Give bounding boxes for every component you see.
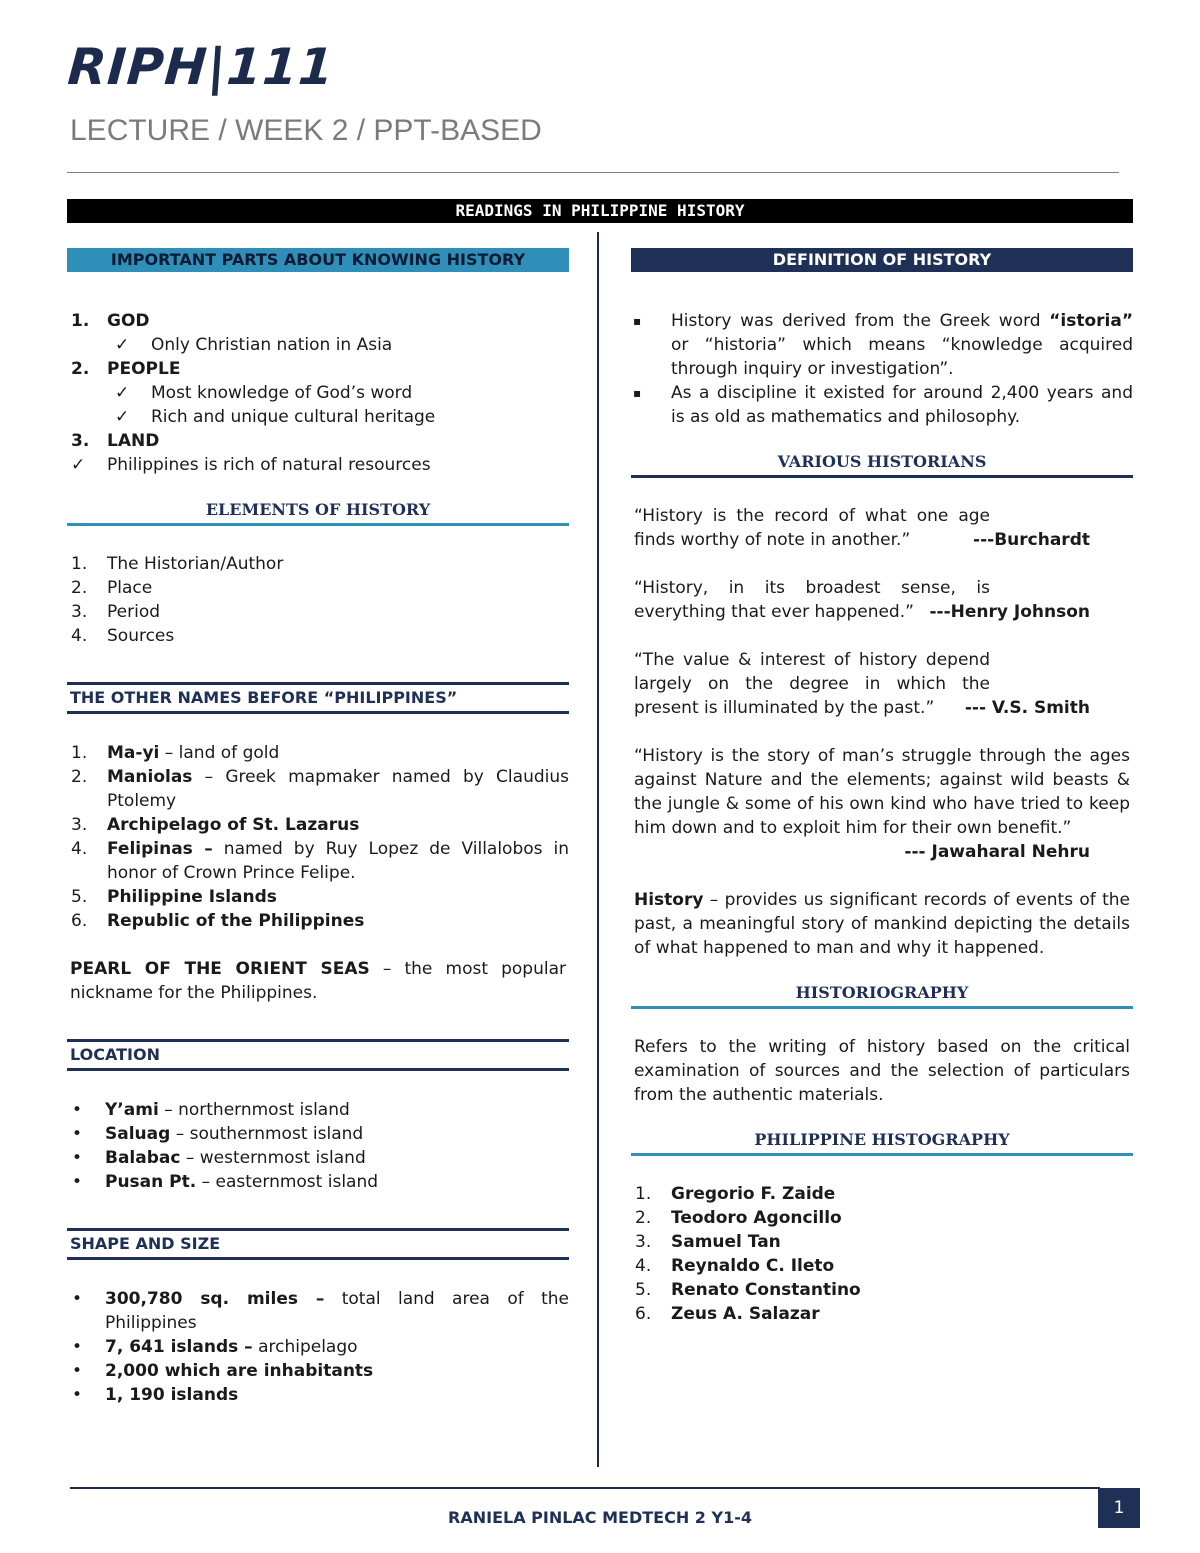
list-item: 4. Sources — [71, 626, 175, 646]
list-item: • 2,000 which are inhabitants — [72, 1361, 374, 1381]
definition-list — [631, 309, 1133, 429]
list-item: • 300,780 sq. miles – total land area of the Philippines — [72, 1289, 569, 1333]
section-heading-historiography: HISTORIOGRAPHY — [631, 982, 1133, 1009]
footer-author: RANIELA PINLAC MEDTECH 2 Y1-4 — [448, 1508, 752, 1527]
check-icon: ✓ — [115, 407, 130, 427]
section-heading-definition: DEFINITION OF HISTORY — [631, 248, 1133, 272]
section-heading-historians: VARIOUS HISTORIANS — [631, 451, 1133, 478]
list-item: 1. Gregorio F. Zaide — [635, 1184, 836, 1204]
list-item: 1. Ma-yi – land of gold — [71, 743, 280, 763]
bullet-icon: • — [72, 1385, 83, 1405]
list-item: 4. Felipinas – named by Ruy Lopez de Villalobos in honor of Crown Prince Felipe. — [71, 839, 570, 883]
list-item: 3. Archipelago of St. Lazarus — [71, 815, 360, 835]
list-item: 6. Zeus A. Salazar — [635, 1304, 820, 1324]
bullet-icon: • — [72, 1172, 83, 1192]
check-icon: ✓ — [71, 455, 86, 475]
list-item: 6. Republic of the Philippines — [71, 911, 365, 931]
left-column — [67, 248, 569, 1407]
check-icon: ✓ — [115, 335, 130, 355]
course-code: RIPH|111 — [65, 38, 337, 96]
square-bullet-icon: ▪ — [633, 314, 642, 328]
list-item: 2. Place — [71, 578, 153, 598]
footer-divider — [70, 1487, 1100, 1489]
list-item: 1. GOD ✓ Only Christian nation in Asia — [67, 309, 569, 357]
list-item: • 7, 641 islands – archipelago — [72, 1337, 358, 1357]
bullet-icon: • — [72, 1100, 83, 1120]
list-item: • Balabac – westernmost island — [72, 1148, 366, 1168]
section-heading-other-names: THE OTHER NAMES BEFORE “PHILIPPINES” — [67, 682, 569, 714]
list-item: 2. PEOPLE ✓ Most knowledge of God’s word ✓ Rich and unique cultural heritage — [67, 357, 569, 429]
list-item: 5. Renato Constantino — [635, 1280, 861, 1300]
list-item: 3. Samuel Tan — [635, 1232, 781, 1252]
list-item: ✓ Most knowledge of God’s word — [115, 383, 413, 403]
quote-text: “History, in its broadest sense, is everything that ever happened.” — [634, 578, 990, 622]
quote-author: ---Henry Johnson — [929, 602, 1090, 622]
list-item: ▪ As a discipline it existed for around 2,400 years and is as old as mathematics and philosophy. — [633, 383, 1133, 427]
historians-list — [631, 1182, 1133, 1326]
location-list — [67, 1098, 569, 1194]
list-item: • 1, 190 islands — [72, 1385, 239, 1405]
list-item: ✓ Philippines is rich of natural resources — [71, 455, 431, 475]
quote-text: “History is the story of man’s struggle through the ages against Nature and the elements; against wild beasts & the jungle & some of his own kind who have tried to keep him down and to exploit him for their own benefit.” — [634, 746, 1130, 838]
list-item: ✓ Rich and unique cultural heritage — [115, 407, 436, 427]
right-column — [631, 248, 1133, 1326]
page-number: 1 — [1098, 1488, 1140, 1528]
bullet-icon: • — [72, 1289, 83, 1309]
important-parts-list — [67, 309, 569, 477]
quote-text: “History is the record of what one age finds worthy of note in another.” — [634, 506, 990, 550]
section-heading-shape-size: SHAPE AND SIZE — [67, 1228, 569, 1260]
list-item: ✓ Only Christian nation in Asia — [115, 335, 393, 355]
quote-author: --- Jawaharal Nehru — [904, 842, 1090, 862]
list-item: 3. Period — [71, 602, 161, 622]
column-divider — [597, 232, 599, 1467]
quote-text: “The value & interest of history depend largely on the degree in which the present is illuminated by the past.” — [634, 650, 990, 718]
list-item: ▪ History was derived from the Greek word “istoria” or “historia” which means “knowledge acquired through inquiry or investigation”. — [633, 311, 1133, 379]
bullet-icon: • — [72, 1148, 83, 1168]
lecture-subtitle: LECTURE / WEEK 2 / PPT-BASED — [70, 114, 542, 147]
section-heading-important-parts: IMPORTANT PARTS ABOUT KNOWING HISTORY — [67, 248, 569, 272]
elements-list — [67, 552, 569, 648]
bullet-icon: • — [72, 1124, 83, 1144]
list-item: 2. Teodoro Agoncillo — [635, 1208, 842, 1228]
list-item: 4. Reynaldo C. Ileto — [635, 1256, 835, 1276]
historiography-paragraph: Refers to the writing of history based on the critical examination of sources and the selection of particulars from the authentic materials. — [634, 1037, 1130, 1105]
check-icon: ✓ — [115, 383, 130, 403]
list-item: 5. Philippine Islands — [71, 887, 277, 907]
pearl-nickname-paragraph: PEARL OF THE ORIENT SEAS – the most popular nickname for the Philippines. — [70, 959, 566, 1003]
list-item: • Pusan Pt. – easternmost island — [72, 1172, 379, 1192]
section-heading-location: LOCATION — [67, 1039, 569, 1071]
list-item: 1. The Historian/Author — [71, 554, 284, 574]
shape-size-list — [67, 1287, 569, 1407]
bullet-icon: • — [72, 1337, 83, 1357]
document-title-banner: READINGS IN PHILIPPINE HISTORY — [67, 199, 1133, 223]
list-item: 2. Maniolas – Greek mapmaker named by Claudius Ptolemy — [71, 767, 569, 811]
section-heading-elements: ELEMENTS OF HISTORY — [67, 499, 569, 526]
other-names-list — [67, 741, 569, 933]
list-item: • Saluag – southernmost island — [72, 1124, 364, 1144]
quote-author: --- V.S. Smith — [964, 698, 1090, 718]
historian-quotes — [631, 504, 1133, 960]
history-definition-paragraph: History – provides us significant records of events of the past, a meaningful story of mankind depicting the details of what happened to man and why it happened. — [634, 890, 1130, 958]
header-divider — [67, 172, 1119, 173]
section-heading-histography: PHILIPPINE HISTOGRAPHY — [631, 1129, 1133, 1156]
list-item: • Y’ami – northernmost island — [72, 1100, 350, 1120]
list-item: 3. LAND ✓ Philippines is rich of natural resources — [67, 429, 569, 477]
square-bullet-icon: ▪ — [633, 386, 642, 400]
bullet-icon: • — [72, 1361, 83, 1381]
quote-author: ---Burchardt — [973, 530, 1090, 550]
